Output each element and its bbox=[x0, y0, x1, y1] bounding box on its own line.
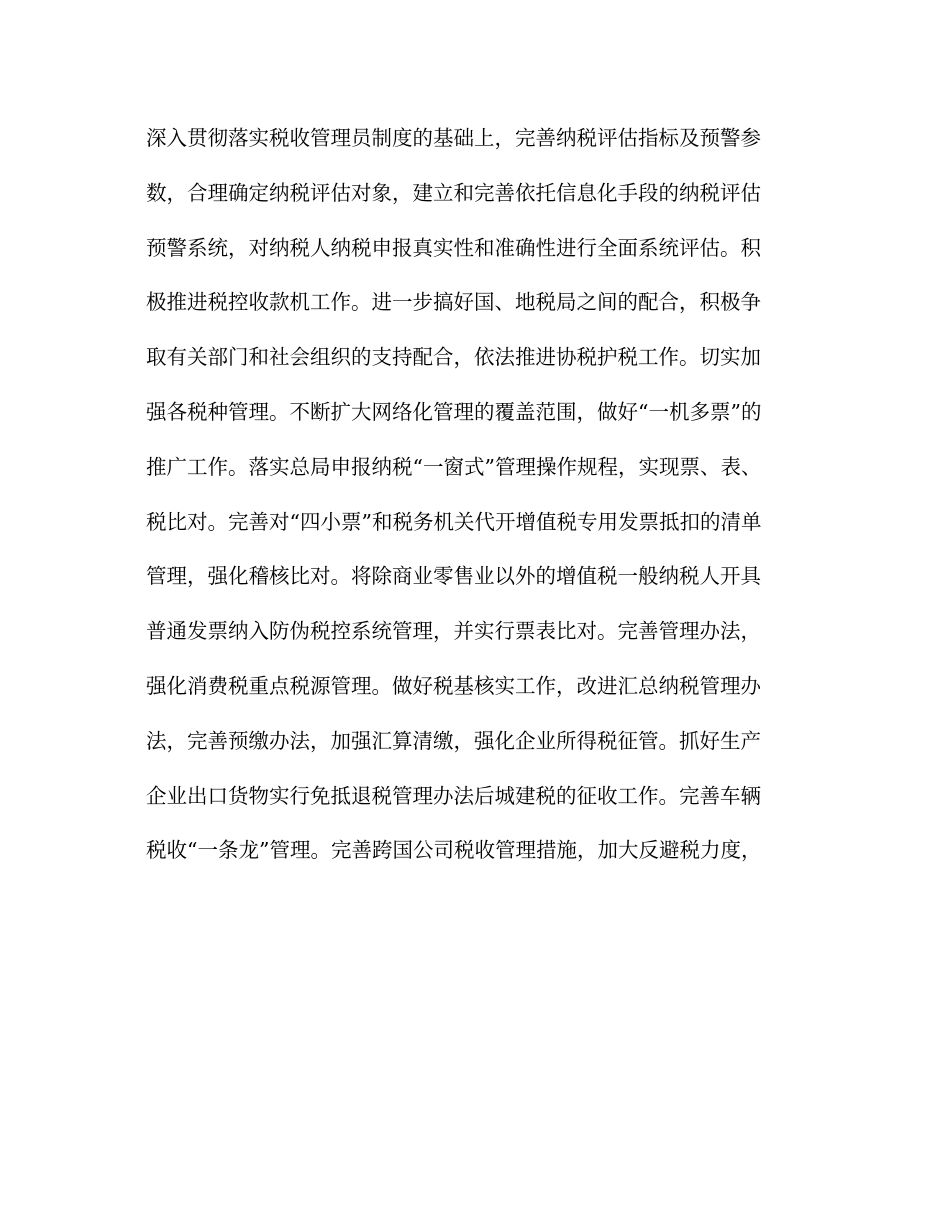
text-line-7: 推广工作。落实总局申报纳税“一窗式”管理操作规程，实现票、表、 bbox=[146, 454, 762, 479]
text-line-2: 数，合理确定纳税评估对象，建立和完善依托信息化手段的纳税评估 bbox=[146, 180, 761, 205]
text-line-1: 深入贯彻落实税收管理员制度的基础上，完善纳税评估指标及预警参 bbox=[146, 126, 761, 150]
text-line-9: 管理，强化稽核比对。将除商业零售业以外的增值税一般纳税人开具 bbox=[146, 564, 761, 589]
text-line-3: 预警系统，对纳税人纳税申报真实性和准确性进行全面系统评估。积 bbox=[146, 235, 761, 260]
text-line-10: 普通发票纳入防伪税控系统管理，并实行票表比对。完善管理办法， bbox=[146, 619, 761, 644]
text-line-11: 强化消费税重点税源管理。做好税基核实工作，改进汇总纳税管理办 bbox=[146, 673, 761, 698]
text-line-12: 法，完善预缴办法，加强汇算清缴，强化企业所得税征管。抓好生产 bbox=[146, 728, 761, 753]
text-line-14: 税收“一条龙”管理。完善跨国公司税收管理措施，加大反避税力度， bbox=[146, 838, 762, 863]
text-line-6: 强各税种管理。不断扩大网络化管理的覆盖范围，做好“一机多票”的 bbox=[146, 399, 762, 424]
body-paragraph bbox=[146, 118, 816, 885]
text-line-8: 税比对。完善对“四小票”和税务机关代开增值税专用发票抵扣的清单 bbox=[146, 509, 762, 534]
text-line-13: 企业出口货物实行免抵退税管理办法后城建税的征收工作。完善车辆 bbox=[146, 783, 761, 808]
text-line-5: 取有关部门和社会组织的支持配合，依法推进协税护税工作。切实加 bbox=[146, 345, 761, 370]
text-line-4: 极推进税控收款机工作。进一步搞好国、地税局之间的配合，积极争 bbox=[146, 290, 761, 315]
